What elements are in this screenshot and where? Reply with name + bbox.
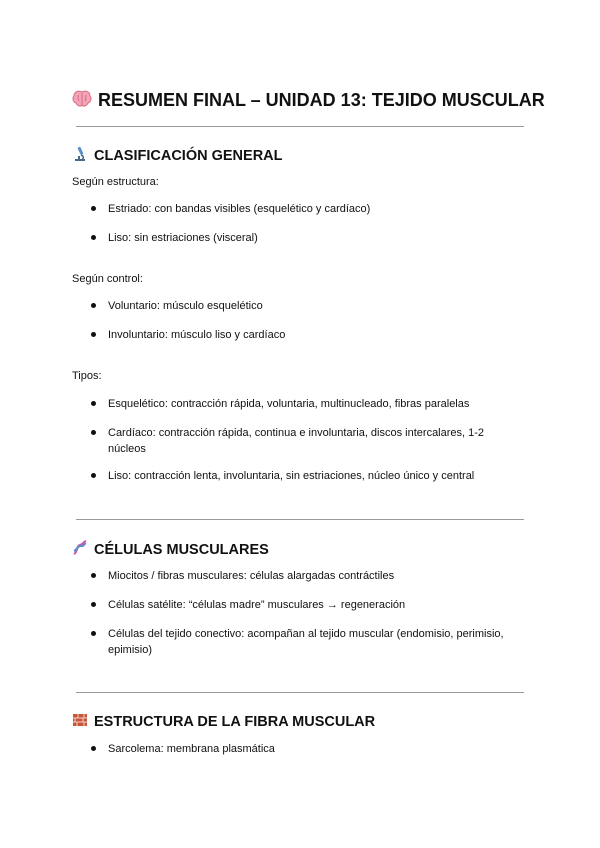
- list-item: [108, 396, 508, 412]
- list-item-text: Estriado: con bandas visibles (esquelético y cardíaco): [108, 203, 371, 215]
- list-item: [108, 468, 508, 484]
- bullet-dot: [91, 573, 96, 578]
- group-label: Según estructura:: [72, 176, 159, 188]
- section-heading: [72, 146, 283, 166]
- page-title: [72, 90, 545, 113]
- list-item-text: Liso: sin estriaciones (visceral): [108, 232, 258, 244]
- list-item-text: Sarcolema: membrana plasmática: [108, 743, 275, 755]
- bullet-dot: [91, 430, 96, 435]
- bullet-dot: [91, 631, 96, 636]
- list-item-text: Células del tejido conectivo: acompañan al tejido muscular (endomisio, perimisio, epimisio): [108, 628, 504, 656]
- group-label: Según control:: [72, 273, 143, 285]
- list-item-text: Células satélite: “células madre” musculares → regeneración: [108, 599, 406, 611]
- bullet-dot: [91, 332, 96, 337]
- list-item-text: Esquelético: contracción rápida, voluntaria, multinucleado, fibras paralelas: [108, 398, 470, 410]
- list-item-text: Miocitos / fibras musculares: células alargadas contráctiles: [108, 570, 395, 582]
- list-item: [108, 327, 508, 343]
- list-item: [108, 230, 508, 246]
- list-item: [108, 626, 508, 658]
- list-item-text: Cardíaco: contracción rápida, continua e involuntaria, discos intercalares, 1-2 núcleos: [108, 427, 485, 455]
- section-heading: [72, 712, 375, 732]
- list-item-text: Liso: contracción lenta, involuntaria, sin estriaciones, núcleo único y central: [108, 470, 475, 482]
- list-item: [108, 568, 508, 584]
- bullet-dot: [91, 746, 96, 751]
- brain-icon: [72, 90, 92, 113]
- divider: [76, 692, 524, 693]
- divider: [76, 126, 524, 127]
- dna-icon: [72, 540, 88, 560]
- title-text: RESUMEN FINAL – UNIDAD 13: TEJIDO MUSCULAR: [98, 90, 545, 110]
- bullet-dot: [91, 473, 96, 478]
- bullet-dot: [91, 303, 96, 308]
- microscope-icon: [72, 146, 88, 166]
- list-item: [108, 597, 508, 613]
- section-heading-text: CÉLULAS MUSCULARES: [94, 542, 269, 558]
- divider: [76, 519, 524, 520]
- list-item-text: Involuntario: músculo liso y cardíaco: [108, 329, 286, 341]
- bullet-dot: [91, 401, 96, 406]
- list-item-text: Voluntario: músculo esquelético: [108, 300, 263, 312]
- list-item: [108, 741, 508, 757]
- list-item: [108, 298, 508, 314]
- section-heading-text: ESTRUCTURA DE LA FIBRA MUSCULAR: [94, 714, 376, 730]
- section-heading: [72, 540, 269, 560]
- list-item: [108, 201, 508, 217]
- bullet-dot: [91, 206, 96, 211]
- bullet-dot: [91, 602, 96, 607]
- brick-icon: [72, 712, 88, 732]
- list-item: [108, 425, 498, 457]
- group-label: Tipos:: [72, 370, 102, 382]
- bullet-dot: [91, 235, 96, 240]
- section-heading-text: CLASIFICACIÓN GENERAL: [94, 148, 283, 164]
